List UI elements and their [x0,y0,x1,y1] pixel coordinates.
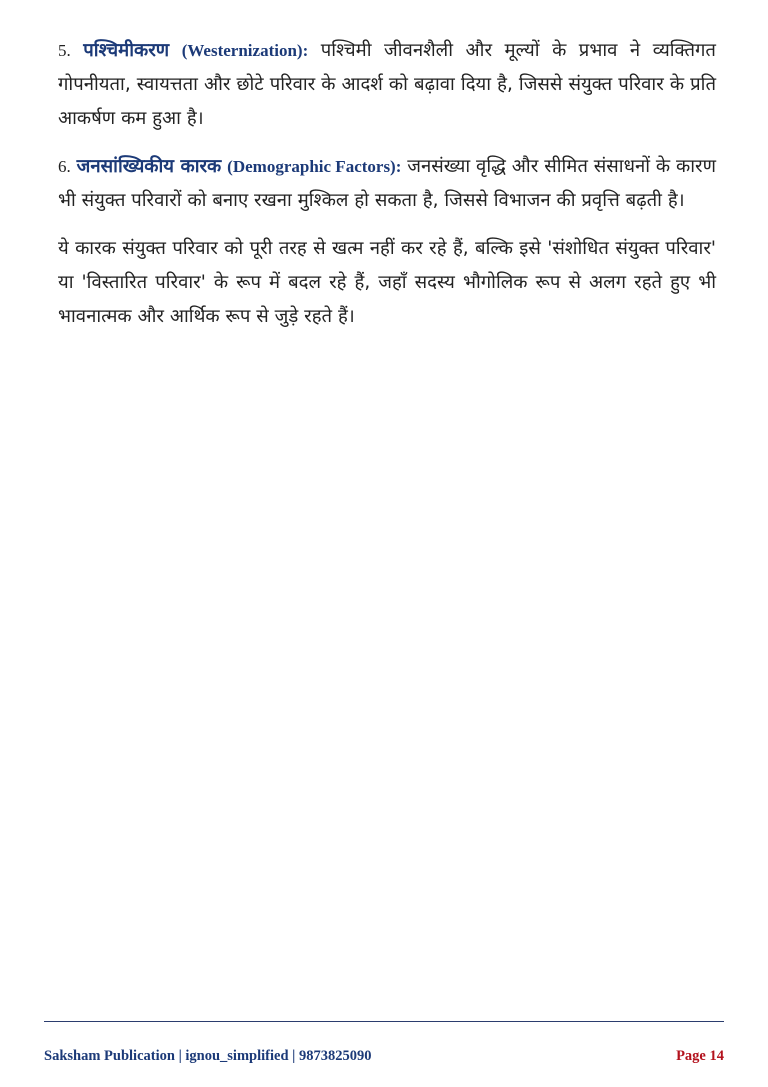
page-content [58,34,716,348]
point-westernization [58,34,716,136]
point-text: पश्चिमी जीवनशैली और मूल्यों के प्रभाव ने व्यक्तिगत गोपनीयता, स्वायत्तता और छोटे परिवार के आदर्श को बढ़ावा दिया है, जिससे संयुक्त परिवार के प्रति आकर्षण कम हुआ है। [58,40,716,129]
point-number: 6. [58,157,71,176]
footer-divider [44,1021,724,1022]
point-text: जनसंख्या वृद्धि और सीमित संसाधनों के कारण भी संयुक्त परिवारों को बनाए रखना मुश्किल हो सकता है, जिससे विभाजन की प्रवृत्ति बढ़ती है। [58,156,716,211]
term-english: (Westernization): [181,41,309,60]
term-hindi: पश्चिमीकरण [83,40,170,61]
term-english: (Demographic Factors): [227,157,402,176]
conclusion-paragraph: ये कारक संयुक्त परिवार को पूरी तरह से खत्म नहीं कर रहे हैं, बल्कि इसे 'संशोधित संयुक्त परिवार' या 'विस्तारित परिवार' के रूप में बदल रहे हैं, जहाँ सदस्य भौगोलिक रूप से अलग रहते हुए भी भावनात्मक और आर्थिक रूप से जुड़े रहते हैं। [58,238,716,327]
point-demographic-factors [58,150,716,218]
term-hindi: जनसांख्यिकीय कारक [76,156,222,177]
footer-publisher: Saksham Publication | ignou_simplified | 9873825090 [44,1048,372,1064]
point-number: 5. [58,41,71,60]
page-number: Page 14 [676,1048,724,1064]
